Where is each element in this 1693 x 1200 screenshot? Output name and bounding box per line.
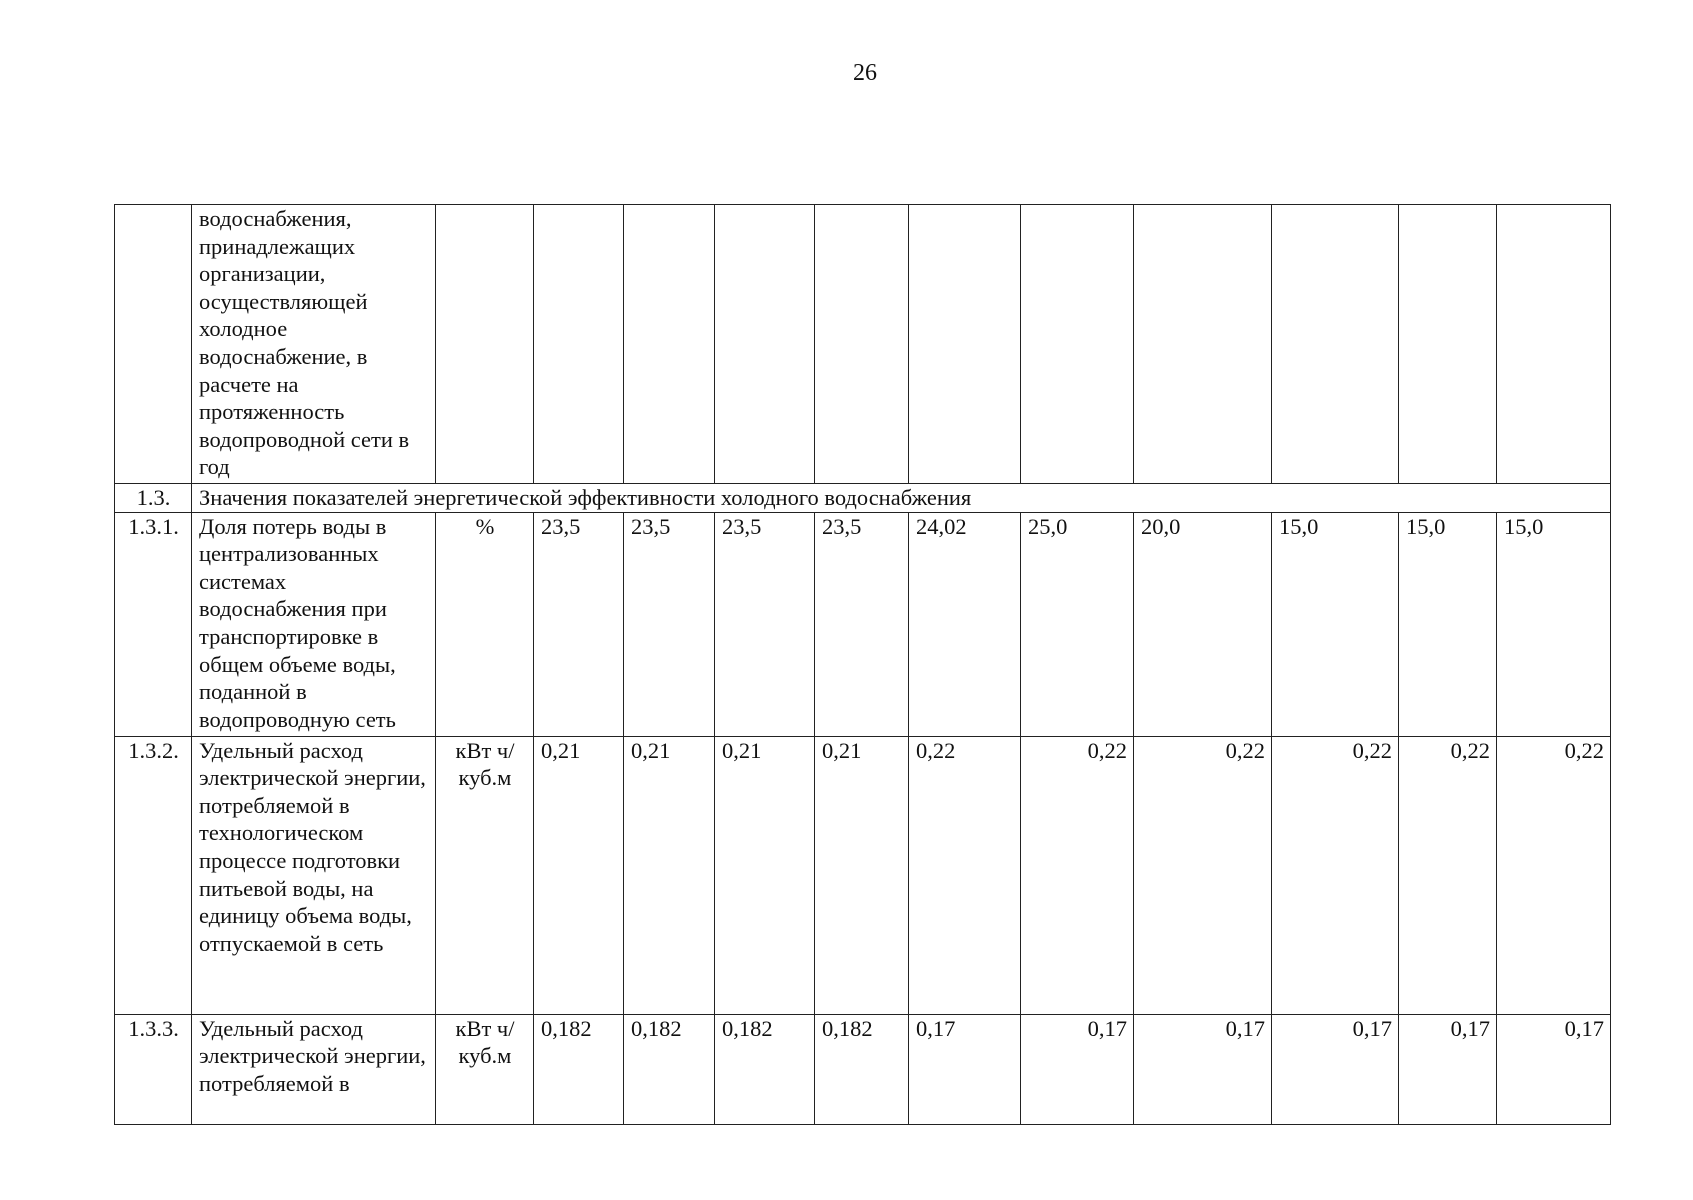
row-number: 1.3.1. [115,512,192,736]
value-cell: 0,182 [815,1014,909,1124]
value-cell: 0,21 [624,736,715,1014]
page-number: 26 [853,60,877,86]
value-cell: 0,182 [534,1014,624,1124]
value-cell: 0,21 [815,736,909,1014]
value-cell: 0,22 [909,736,1021,1014]
table-row [115,512,1611,736]
value-cell: 0,17 [1021,1014,1134,1124]
value-cell: 15,0 [1497,512,1611,736]
unit-cell: кВт ч/куб.м [436,1014,534,1124]
indicator-description: Доля потерь воды в централизованных системах водоснабжения при транспортировке в общем объеме воды, поданной в водопроводную сеть [192,512,436,736]
value-cell: 0,17 [1134,1014,1272,1124]
row-number [115,205,192,484]
value-cell [1399,205,1497,484]
value-cell: 0,21 [715,736,815,1014]
value-cell: 0,17 [1497,1014,1611,1124]
value-cell: 0,21 [534,736,624,1014]
value-cell: 0,22 [1134,736,1272,1014]
value-cell: 23,5 [715,512,815,736]
indicator-description: Удельный расход электрической энергии, потребляемой в [192,1014,436,1124]
unit-cell [436,205,534,484]
value-cell: 24,02 [909,512,1021,736]
row-number: 1.3.2. [115,736,192,1014]
table-row [115,736,1611,1014]
value-cell: 0,22 [1399,736,1497,1014]
value-cell [1021,205,1134,484]
row-number: 1.3. [115,484,192,513]
table-row [115,205,1611,484]
value-cell: 23,5 [534,512,624,736]
value-cell [909,205,1021,484]
value-cell [1497,205,1611,484]
unit-cell: кВт ч/куб.м [436,736,534,1014]
value-cell: 25,0 [1021,512,1134,736]
value-cell: 0,22 [1021,736,1134,1014]
value-cell [1272,205,1399,484]
value-cell [534,205,624,484]
section-title: Значения показателей энергетической эффективности холодного водоснабжения [192,484,1611,513]
value-cell: 15,0 [1399,512,1497,736]
indicator-description: Удельный расход электрической энергии, потребляемой в технологическом процессе подготовки питьевой воды, на единицу объема воды, отпускаемой в сеть [192,736,436,1014]
indicator-description: водоснабжения, принадлежащих организации, осуществляющей холодное водоснабжение, в расчете на протяженность водопроводной сети в год [192,205,436,484]
value-cell: 0,22 [1497,736,1611,1014]
indicators-table [114,204,1611,1125]
value-cell [815,205,909,484]
value-cell [715,205,815,484]
value-cell: 0,17 [1272,1014,1399,1124]
value-cell: 0,17 [909,1014,1021,1124]
value-cell: 20,0 [1134,512,1272,736]
value-cell: 0,22 [1272,736,1399,1014]
row-number: 1.3.3. [115,1014,192,1124]
table-row [115,1014,1611,1124]
value-cell: 23,5 [815,512,909,736]
section-row [115,484,1611,513]
value-cell [1134,205,1272,484]
value-cell: 23,5 [624,512,715,736]
value-cell: 0,17 [1399,1014,1497,1124]
unit-cell: % [436,512,534,736]
value-cell [624,205,715,484]
value-cell: 0,182 [715,1014,815,1124]
value-cell: 0,182 [624,1014,715,1124]
value-cell: 15,0 [1272,512,1399,736]
